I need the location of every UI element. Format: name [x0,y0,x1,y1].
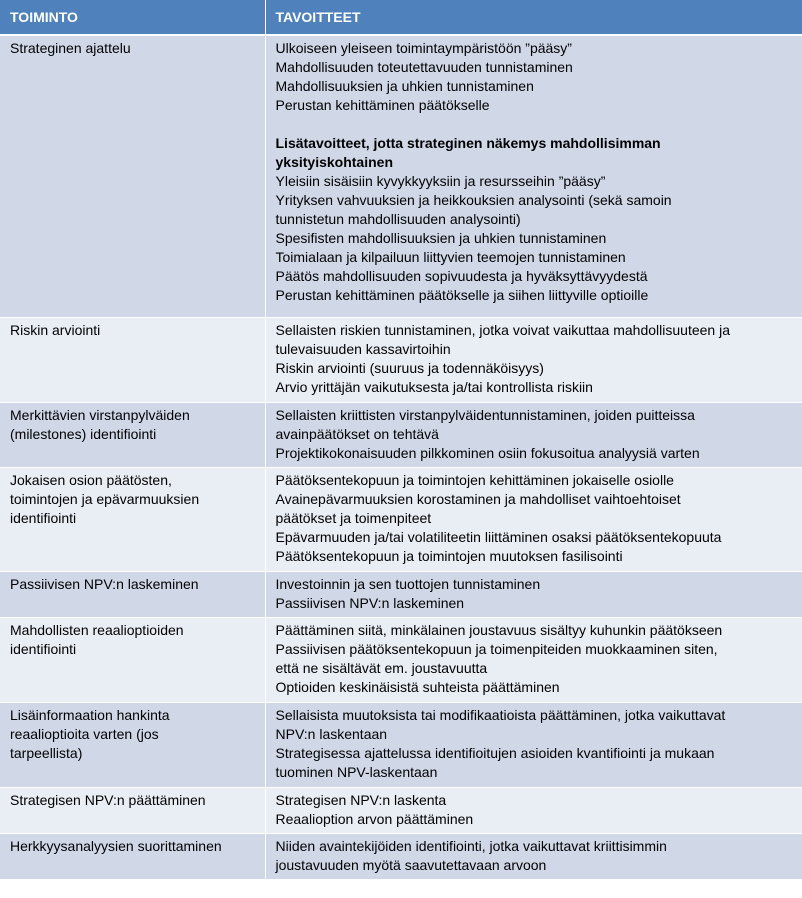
goal-line: Päättäminen siitä, minkälainen joustavuus sisältyy kuhunkin päätökseen [275,621,723,638]
action-line: Strateginen ajattelu [10,40,131,56]
goal-line: tulevaisuuden kassavirtoihin [275,340,451,357]
action-line: Herkkyysanalyysien suorittaminen [10,837,222,854]
action-line: Riskin arviointi [10,321,101,338]
action-line: Lisäinformaation hankinta [10,706,170,723]
goal-line: Spesifisten mahdollisuuksien ja uhkien tunnistaminen [275,230,607,246]
goal-line: Riskin arviointi (suuruus ja todennäköisyys) [275,359,544,376]
action-cell [0,467,265,571]
extra-goals-heading: Lisätavoitteet, jotta strateginen näkemys mahdollisimman yksityiskohtainen [275,135,661,170]
table-row [0,787,802,833]
action-line: Merkittävien virstanpylväiden [10,406,190,423]
goals-cell [265,617,802,702]
action-line: Jokaisen osion päätösten, [10,471,172,488]
goal-line: Mahdollisuuden toteutettavuuden tunnistaminen [275,59,573,75]
action-line: identifiointi [10,509,77,526]
goal-line: Epävarmuuden ja/tai volatiliteetin liittäminen osaksi päätöksentekopuuta [275,528,722,545]
goal-line: Passiivisen päätöksentekopuun ja toimenpiteiden muokkaaminen siten, [275,640,718,657]
action-cell [0,317,265,402]
goal-line: Strategisessa ajattelussa identifioitujen asioiden kvantifiointi ja mukaan [275,744,715,761]
goals-cell [265,787,802,833]
table-row [0,402,802,467]
action-cell [0,702,265,787]
action-line: tarpeellista) [10,744,83,761]
goals-cell [265,35,802,317]
goal-line: Päätös mahdollisuuden sopivuudesta ja hyväksyttävyydestä [275,268,648,284]
action-cell [0,402,265,467]
goal-line: Yrityksen vahvuuksien ja heikkouksien analysointi (sekä samoin [275,192,672,208]
goals-cell [265,571,802,617]
action-line: toimintojen ja epävarmuuksien [10,490,200,507]
goals-cell [265,402,802,467]
goal-line: Arvio yrittäjän vaikutuksesta ja/tai kontrollista riskiin [275,378,593,395]
goal-line: Strategisen NPV:n laskenta [275,791,447,808]
goal-line: joustavuuden myötä saavutettavaan arvoon [275,856,547,873]
goals-cell [265,833,802,879]
goal-line: Sellaisten riskien tunnistaminen, jotka voivat vaikuttaa mahdollisuuteen ja [275,321,730,338]
goals-cell [265,317,802,402]
goal-line: avainpäätökset on tehtävä [275,425,439,442]
spacer [276,115,792,134]
action-cell [0,787,265,833]
table-row [0,317,802,402]
goal-line: Sellaisten kriittisten virstanpylväidentunnistaminen, joiden puitteissa [275,406,695,423]
action-cell [0,617,265,702]
action-line: Strategisen NPV:n päättäminen [10,791,206,808]
header-action: TOIMINTO [0,0,265,35]
goal-line: Sellaisista muutoksista tai modifikaatioista päättäminen, jotka vaikuttavat [275,706,726,723]
goal-line: Passiivisen NPV:n laskeminen [275,594,465,611]
goals-cell [265,702,802,787]
goal-line: Perustan kehittäminen päätökselle [275,97,490,113]
action-line: reaalioptioita varten (jos [10,725,159,742]
header-row [0,0,802,35]
goal-line: NPV:n laskentaan [275,725,388,742]
goal-line: Reaalioption arvon päättäminen [275,810,474,827]
action-cell [0,35,265,317]
table-row [0,617,802,702]
table-row [0,571,802,617]
goal-line: Investoinnin ja sen tuottojen tunnistaminen [275,575,541,592]
goal-line: Projektikokonaisuuden pilkkominen osiin fokusoitua analyysiä varten [275,444,700,461]
goal-line: Avainepävarmuuksien korostaminen ja mahdolliset vaihtoehtoiset [275,490,681,507]
action-line: identifiointi [10,640,77,657]
goal-line: Perustan kehittäminen päätökselle ja siihen liittyville optioille [275,287,649,303]
action-line: Mahdollisten reaalioptioiden [10,621,184,638]
goal-line: tuominen NPV-laskentaan [275,763,438,780]
action-line: Passiivisen NPV:n laskeminen [10,575,199,592]
table-row [0,467,802,571]
action-cell [0,833,265,879]
goal-line: että ne sisältävät em. joustavuutta [275,659,488,676]
goal-line: Toimialaan ja kilpailuun liittyvien teemojen tunnistaminen [275,249,626,265]
action-line: (milestones) identifiointi [10,425,157,442]
goal-line: tunnistetun mahdollisuuden analysointi) [275,211,521,227]
goal-line: Mahdollisuuksien ja uhkien tunnistaminen [275,78,534,94]
table-row [0,702,802,787]
goal-line: Ulkoiseen yleiseen toimintaympäristöön ”pääsy” [275,40,572,56]
goals-cell [265,467,802,571]
header-goals: TAVOITTEET [265,0,802,35]
action-cell [0,571,265,617]
goal-line: Päätöksentekopuun ja toimintojen muutoksen fasilisointi [275,547,623,564]
goal-line: Niiden avaintekijöiden identifiointi, jotka vaikuttavat kriittisimmin [275,837,667,854]
goal-line: Optioiden keskinäisistä suhteista päättäminen [275,678,560,695]
goal-line: Päätöksentekopuun ja toimintojen kehittäminen jokaiselle osiolle [275,471,674,488]
table-row [0,35,802,317]
goal-line: Yleisiin sisäisiin kyvykkyyksiin ja resursseihin ”pääsy” [275,173,606,189]
goal-line: päätökset ja toimenpiteet [275,509,432,526]
table-row [0,833,802,879]
